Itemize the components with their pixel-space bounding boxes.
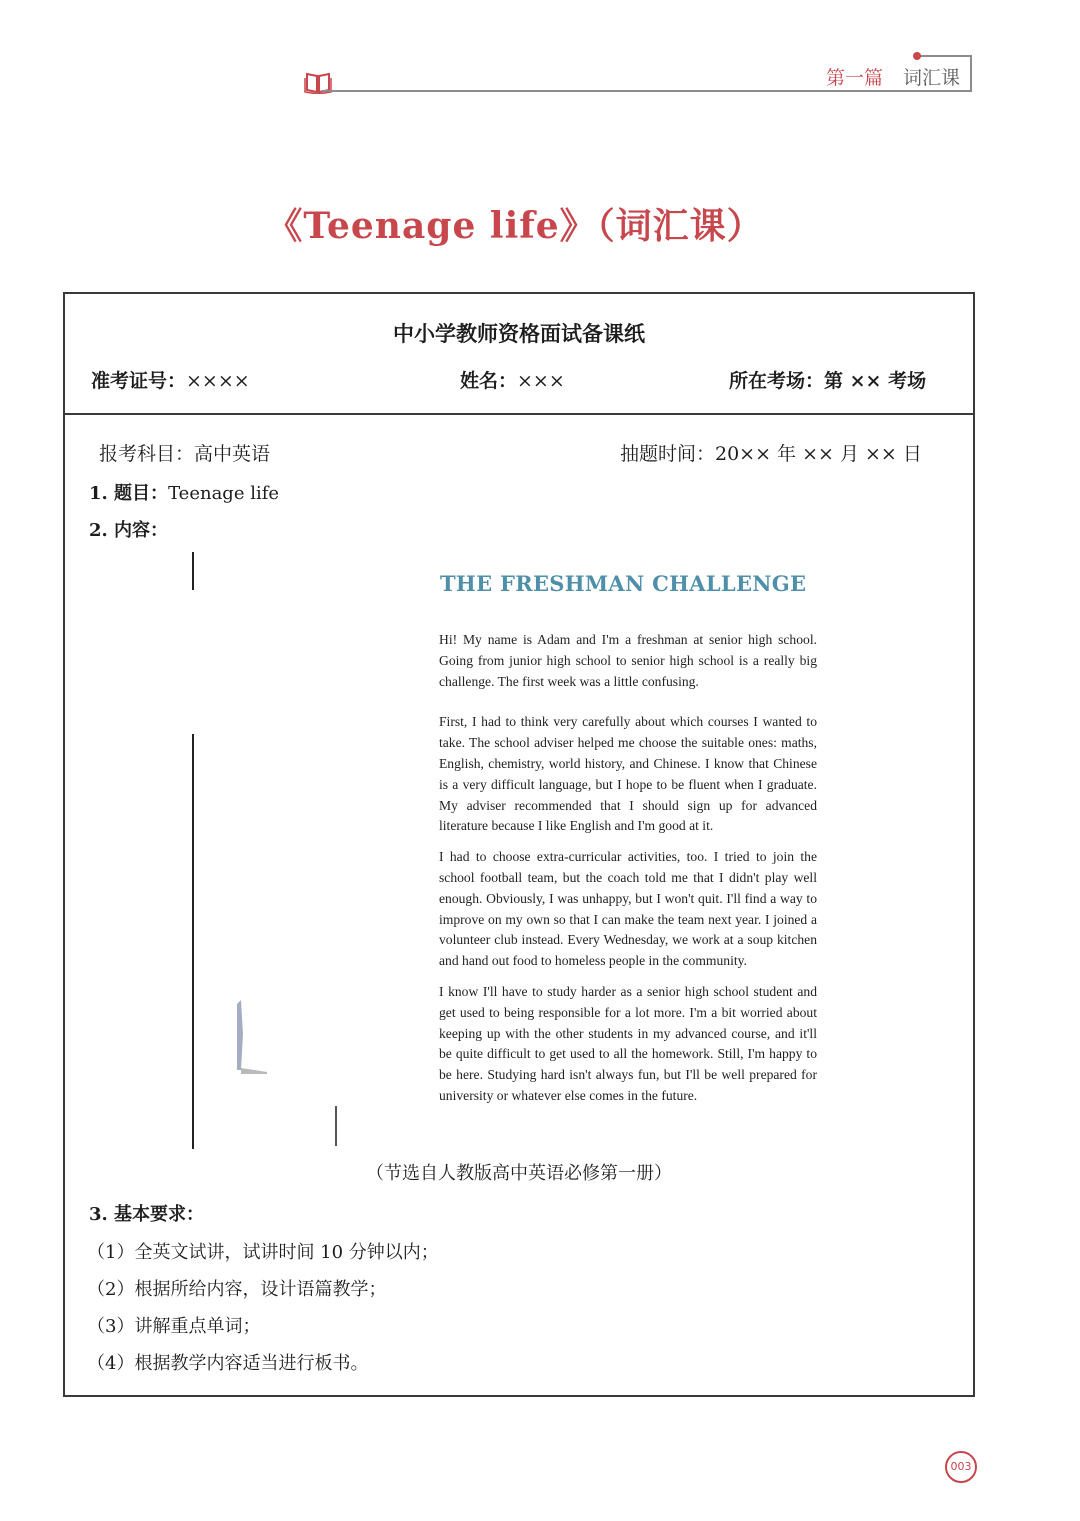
header-rule-top — [920, 55, 972, 57]
sheet-divider — [65, 413, 973, 415]
exam-venue: 所在考场：第 ×× 考场 — [729, 370, 927, 392]
header-rule — [322, 90, 972, 92]
item-topic: 1. 题目：Teenage life — [89, 483, 280, 504]
lesson-plan-sheet — [63, 292, 975, 1397]
page-title: 《Teenage life》（词汇课） — [266, 205, 764, 247]
article-paragraph: I know I'll have to study harder as a senior high school student and get used to being responsible for a lot more. I'm a bit worried about keeping up with the other students in my advanced course, and it'll be quite difficult to get used to all the homework. Still, I'm happy to be here. Studying hard isn't always fun, but I'll be well prepared for university or whatever else comes in the future. — [439, 983, 817, 1103]
article-paragraph: First, I had to think very carefully about which courses I wanted to take. The school adviser helped me choose the suitable ones: maths, English, chemistry, world history, and Chinese. I know that Chinese is a very difficult language, but I hope to be fluent when I graduate. My adviser recommended that I should sign up for advanced literature because I like English and I'm good at it. — [439, 714, 817, 834]
header-rule-side — [970, 56, 972, 91]
scan-mark — [335, 1106, 337, 1146]
header-part: 第一篇 — [826, 67, 884, 89]
article-body — [439, 630, 817, 1117]
draw-time: 抽题时间：20×× 年 ×× 月 ×× 日 — [620, 443, 922, 465]
header-chapter: 词汇课 — [903, 67, 961, 89]
student-figure-image — [233, 994, 273, 1074]
article-paragraph: I had to choose extra-curricular activities, too. I tried to join the school football team, but the coach told me that I didn't play well enough. Obviously, I was unhappy, but I won't quit. I'll find a way to improve on my own so that I can make the team next year. I joined a volunteer club instead. Every Wednesday, we work at a soup kitchen and hand out food to homeless people in the community. — [439, 849, 817, 969]
header-dot — [913, 52, 921, 60]
sheet-title: 中小学教师资格面试备课纸 — [393, 321, 645, 346]
exam-subject: 报考科目：高中英语 — [99, 443, 271, 465]
scan-margin-line — [192, 552, 194, 590]
requirements-heading: 3. 基本要求： — [89, 1204, 205, 1225]
article-title: THE FRESHMAN CHALLENGE — [440, 571, 807, 596]
requirement-item: （3）讲解重点单词； — [87, 1316, 261, 1337]
requirement-item: （4）根据教学内容适当进行板书。 — [87, 1353, 369, 1374]
scan-margin-line — [192, 734, 194, 1149]
requirement-item: （2）根据所给内容，设计语篇教学； — [87, 1279, 387, 1300]
article-paragraph: Hi! My name is Adam and I'm a freshman at senior high school. Going from junior high school to senior high school is a really big challenge. The first week was a little confusing. — [439, 632, 817, 689]
exam-id: 准考证号：×××× — [91, 370, 250, 392]
item-content: 2. 内容： — [89, 520, 169, 541]
source-note: （节选自人教版高中英语必修第一册） — [366, 1163, 672, 1184]
requirement-item: （1）全英文试讲，试讲时间 10 分钟以内； — [87, 1242, 439, 1263]
page-number: 003 — [945, 1451, 977, 1483]
candidate-name: 姓名：××× — [460, 370, 565, 392]
